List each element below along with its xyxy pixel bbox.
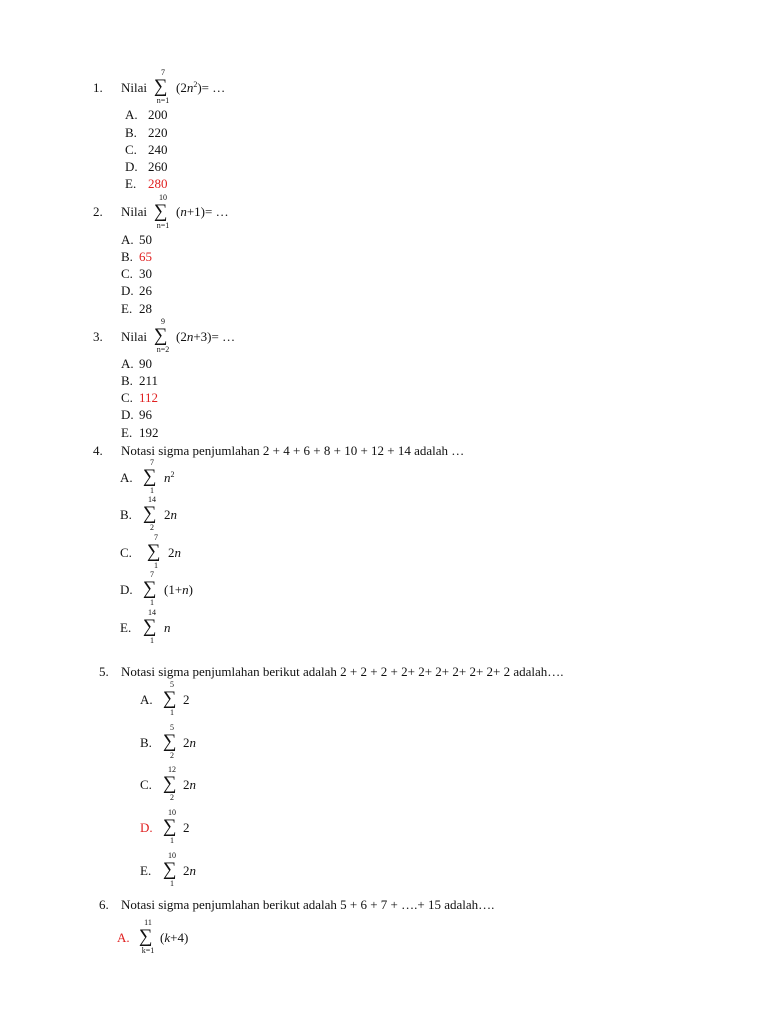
sigma-icon: ∑ xyxy=(154,325,168,346)
option-value: 30 xyxy=(139,266,152,281)
sigma-icon: ∑ xyxy=(163,773,177,794)
sigma-icon: ∑ xyxy=(143,466,157,487)
option-letter[interactable]: E. xyxy=(121,425,133,440)
option-letter-answer[interactable]: D. xyxy=(140,820,153,835)
option-value: 50 xyxy=(139,232,152,247)
option-letter[interactable]: A. xyxy=(125,107,138,122)
option-value: 200 xyxy=(148,107,168,122)
option-letter[interactable]: C. xyxy=(125,142,137,157)
option-letter[interactable]: A. xyxy=(140,692,153,707)
sigma-expression: (2n+3)= … xyxy=(176,329,236,344)
option-letter[interactable]: B. xyxy=(140,735,152,750)
question-number: 1. xyxy=(93,80,103,95)
sigma-expression: 2n xyxy=(183,735,196,750)
sigma-lower: n=1 xyxy=(156,96,170,105)
sigma-notation: 14 ∑ 1 xyxy=(143,608,157,645)
sigma-notation: 7 ∑ 1 xyxy=(143,458,157,495)
sigma-notation xyxy=(153,317,175,354)
sigma-notation xyxy=(153,193,175,230)
option-value-answer: 112 xyxy=(139,390,159,405)
sigma-notation: 10 ∑ 1 xyxy=(163,851,177,888)
question-text: Notasi sigma penjumlahan 2 + 4 + 6 + 8 + 10 + 12 + 14 adalah … xyxy=(121,443,465,458)
sigma-notation: 11 ∑ k=1 xyxy=(139,918,155,955)
option-letter[interactable]: A. xyxy=(121,356,134,371)
option-letter[interactable]: D. xyxy=(125,159,138,174)
sigma-notation: 10 ∑ 1 xyxy=(163,808,177,845)
option-letter[interactable]: C. xyxy=(120,545,132,560)
sigma-notation: 12 ∑ 2 xyxy=(163,765,177,802)
sigma-upper: 9 xyxy=(161,317,165,326)
sigma-icon: ∑ xyxy=(163,688,177,709)
question-number: 2. xyxy=(93,204,103,219)
sigma-expression: (k+4) xyxy=(160,930,189,945)
sigma-icon: ∑ xyxy=(163,859,177,880)
option-value: 90 xyxy=(139,356,152,371)
sigma-notation xyxy=(153,68,175,105)
question-prefix: Nilai xyxy=(121,204,147,219)
option-letter[interactable]: D. xyxy=(120,582,133,597)
sigma-lower: n=2 xyxy=(156,345,170,354)
option-value-answer: 280 xyxy=(148,176,168,191)
question-prefix: Nilai xyxy=(121,80,147,95)
question-text: Notasi sigma penjumlahan berikut adalah 5 + 6 + 7 + ….+ 15 adalah…. xyxy=(121,897,495,912)
question-number: 4. xyxy=(93,443,103,458)
option-value-answer: 65 xyxy=(139,249,152,264)
option-letter[interactable]: C. xyxy=(121,266,133,281)
sigma-icon: ∑ xyxy=(143,503,157,524)
sigma-expression: 2n xyxy=(164,507,177,522)
option-value: 211 xyxy=(139,373,159,388)
option-value: 260 xyxy=(148,159,168,174)
option-letter[interactable]: B. xyxy=(120,507,132,522)
sigma-icon: ∑ xyxy=(154,201,168,222)
sigma-expression: (n+1)= … xyxy=(176,204,229,219)
sigma-expression: 2 xyxy=(183,692,190,707)
question-number: 6. xyxy=(99,897,109,912)
option-value: 220 xyxy=(148,125,168,140)
sigma-notation: 5 ∑ 2 xyxy=(163,723,177,760)
option-letter[interactable]: A. xyxy=(121,232,134,247)
sigma-expression: 2n xyxy=(183,863,196,878)
sigma-upper: 10 xyxy=(159,193,167,202)
sigma-notation: 14 ∑ 2 xyxy=(143,495,157,532)
question-number: 5. xyxy=(99,664,109,679)
sigma-expression: 2n xyxy=(183,777,196,792)
option-letter[interactable]: B. xyxy=(125,125,137,140)
sigma-expression: (1+n) xyxy=(164,582,194,597)
option-letter[interactable]: E. xyxy=(120,620,132,635)
sigma-lower: n=1 xyxy=(156,221,170,230)
option-value: 96 xyxy=(139,407,152,422)
sigma-icon: ∑ xyxy=(139,926,153,947)
option-letter[interactable]: D. xyxy=(121,407,134,422)
option-letter[interactable]: B. xyxy=(121,373,133,388)
sigma-expression: $n^2$ xyxy=(164,470,175,485)
sigma-notation: 7 ∑ 1 xyxy=(147,533,161,570)
sigma-icon: ∑ xyxy=(154,76,168,97)
sigma-icon: ∑ xyxy=(143,578,157,599)
option-value: 28 xyxy=(139,301,152,316)
option-letter-answer[interactable]: A. xyxy=(117,930,130,945)
question-number: 3. xyxy=(93,329,103,344)
option-letter[interactable]: A. xyxy=(120,470,133,485)
sigma-icon: ∑ xyxy=(147,541,161,562)
question-text: Notasi sigma penjumlahan berikut adalah 2 + 2 + 2 + 2+ 2+ 2+ 2+ 2+ 2+ 2 adalah…. xyxy=(121,664,564,679)
option-value: 26 xyxy=(139,283,152,298)
option-letter[interactable]: E. xyxy=(121,301,133,316)
option-letter[interactable]: C. xyxy=(140,777,152,792)
sigma-icon: ∑ xyxy=(163,816,177,837)
option-letter[interactable]: E. xyxy=(140,863,152,878)
sigma-expression: n xyxy=(164,620,171,635)
option-letter[interactable]: E. xyxy=(125,176,137,191)
sigma-icon: ∑ xyxy=(143,616,157,637)
option-letter[interactable]: C. xyxy=(121,390,133,405)
option-value: 192 xyxy=(139,425,159,440)
sigma-notation: 5 ∑ 1 xyxy=(163,680,177,717)
sigma-expression: $(2n^2)=$ … xyxy=(176,80,226,95)
question-prefix: Nilai xyxy=(121,329,147,344)
sigma-icon: ∑ xyxy=(163,731,177,752)
sigma-expression: 2n xyxy=(168,545,181,560)
sigma-notation: 7 ∑ 1 xyxy=(143,570,157,607)
sigma-upper: 7 xyxy=(161,68,165,77)
option-letter[interactable]: B. xyxy=(121,249,133,264)
sigma-expression: 2 xyxy=(183,820,190,835)
option-letter[interactable]: D. xyxy=(121,283,134,298)
option-value: 240 xyxy=(148,142,168,157)
